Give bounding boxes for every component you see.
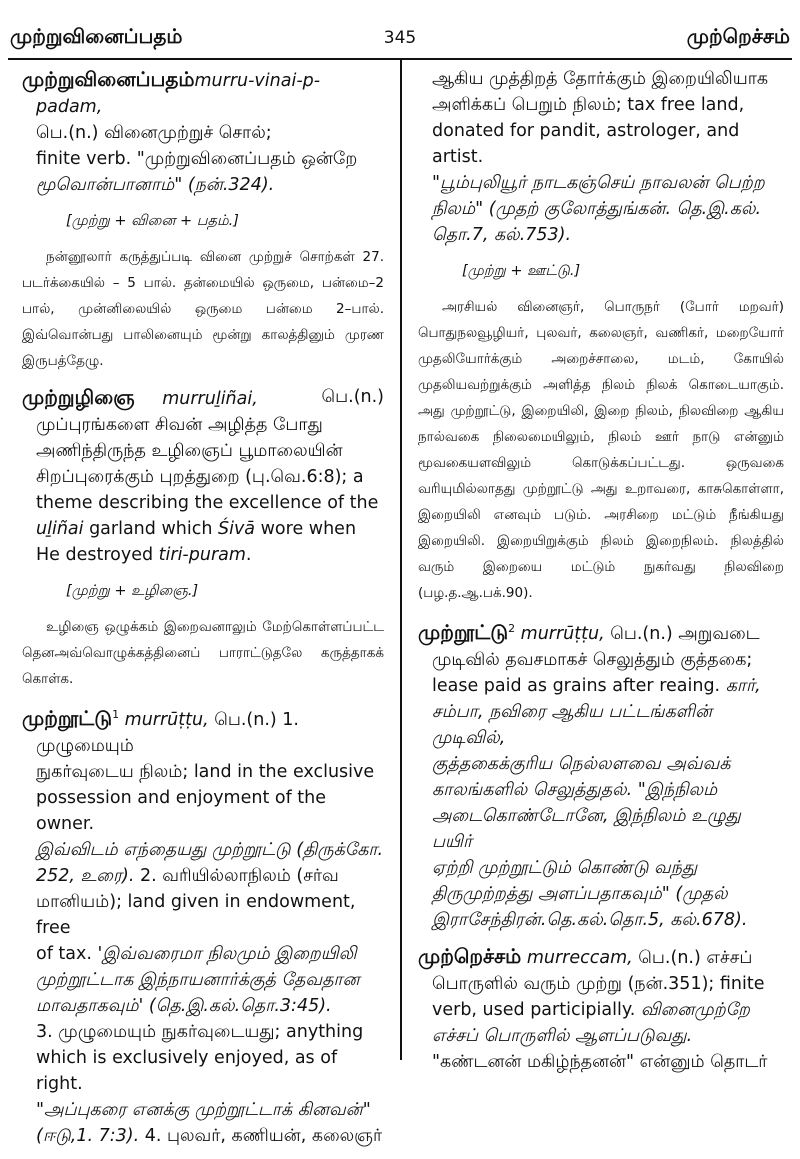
page-header — [8, 20, 792, 54]
text-run: lease paid as grains after reaing. — [432, 675, 726, 696]
header-left-guide-word: முற்றுவினைப்பதம் — [10, 24, 183, 48]
text-run: of tax. — [36, 943, 98, 964]
entry-murruttu-1-continued — [418, 66, 784, 606]
text-run: garland which — [83, 519, 218, 539]
headword: முற்றூட்டு — [418, 619, 509, 644]
transliteration: murru-vinai-p-padam, — [36, 71, 321, 117]
etymology: [முற்று + ஊட்டு.] — [462, 263, 581, 279]
definition-line: முப்புரங்களை சிவன் அழித்த போது — [36, 415, 323, 435]
entry-murruttu-1 — [22, 702, 384, 1149]
etymology: [முற்று + உழிஞை.] — [66, 583, 199, 599]
italic-term: Śivā — [217, 519, 256, 539]
citation-line: மாவதாகவும்' (தெ.இ.கல்.தொ.3:45). — [36, 995, 332, 1016]
page-number: 345 — [383, 28, 417, 48]
definition-line — [22, 863, 384, 889]
definition-line — [418, 673, 784, 699]
citation-line: முற்றூட்டாக இந்நாயனார்க்குத் தேவதான — [36, 969, 360, 990]
transliteration: murrūṭṭu, — [124, 709, 209, 730]
headword: முற்றுவினைப்பதம் — [22, 67, 195, 91]
italic-term: uḻiñai — [36, 519, 84, 539]
italic-term: tiri-puram — [158, 545, 246, 565]
definition-line: மானியம்); land given in endowment, free — [36, 891, 356, 938]
definition-line: பொருளில் வரும் முற்று (நன்.351); finite — [432, 973, 765, 994]
citation-line: ஏற்றி முற்றூட்டும் கொண்டு வந்து — [432, 857, 698, 878]
citation-run: 252, உரை). — [36, 865, 135, 886]
citation-line: குத்தகைக்குரிய நெல்லளவை அவ்வக் — [432, 753, 731, 774]
entry-first-line — [418, 616, 784, 647]
citation-line: மூவொன்பானாம்" (நன்.324). — [36, 175, 275, 195]
transliteration: murruḻiñai, — [162, 389, 258, 409]
usage-note: உழிஞை ஒழுக்கம் இறைவனாலும் மேற்கொள்ளப்பட்ட தெனஅவ்வொழுக்கத்தினைப் பாராட்டுதலே கருத்தாகக் கொள்க. — [22, 619, 384, 687]
transliteration: murrūṭṭu, — [520, 623, 605, 644]
entry-murreccam — [418, 943, 784, 1075]
definition-line: ஆகிய முத்திறத் தோர்க்கும் இறையிலியாக — [432, 69, 769, 89]
definition-line — [418, 997, 784, 1023]
headword: முற்றெச்சம் — [418, 943, 522, 968]
text-run: . — [245, 545, 252, 565]
citation-line: அடைகொண்டோனே, இந்நிலம் உழுது பயிர் — [432, 805, 741, 852]
citation-line: இவ்விடம் எந்தையது முற்றூட்டு (திருக்கோ. — [36, 839, 384, 860]
part-of-speech: பெ.(n.) — [321, 387, 384, 407]
text-run: verb, used participially. — [432, 999, 641, 1020]
citation-line: சம்பா, நவிரை ஆகிய பட்டங்களின் முடிவில், — [432, 701, 713, 748]
definition-line: which is exclusively enjoyed, as of right. — [36, 1047, 338, 1094]
definition-line: finite verb. "முற்றுவினைப்பதம் ஒன்றே — [36, 149, 358, 169]
headword: முற்றூட்டு — [22, 705, 113, 730]
entry-murruttu-2 — [418, 616, 784, 933]
header-right-guide-word: முற்றெச்சம் — [686, 24, 790, 48]
definition-line — [22, 516, 384, 542]
text-run: He destroyed — [36, 545, 159, 565]
citation-line: காலங்களில் செலுத்துதல். "இந்நிலம் — [432, 779, 718, 800]
entry-first-line — [22, 702, 384, 759]
definition-line: முடிவில் தவசமாகச் செலுத்தும் குத்தகை; — [432, 649, 753, 670]
definition-start: பெ.(n.) அறுவடை — [610, 623, 760, 644]
entry-murruzhinai — [22, 384, 384, 692]
citation-line: நிலம்" (முதற் குலோத்துங்கன். தெ.இ.கல். — [432, 199, 762, 219]
definition-line — [22, 941, 384, 967]
entry-first-line — [418, 943, 784, 971]
citation-line: இராசேந்திரன்.தெ.கல்.தொ.5, கல்.678). — [432, 909, 748, 930]
definition-line: சிறப்புரைக்கும் புறத்துறை (பு.வெ.6:8); a — [36, 467, 364, 487]
text-run: 4. புலவர், கணியன், கலைஞர் — [139, 1125, 383, 1146]
text-run: wore when — [255, 519, 357, 539]
entry-first-line — [22, 384, 384, 412]
definition-line: அணிந்திருந்த உழிஞைப் பூமாலையின் — [36, 441, 343, 461]
transliteration: murreccam, — [526, 947, 633, 968]
homonym-number: 2 — [508, 622, 516, 635]
citation-line: எச்சப் பொருளில் ஆளப்படுவது. — [432, 1025, 693, 1046]
citation-line: "பூம்புலியூர் நாடகஞ்செய் நாவலன் பெற்ற — [432, 173, 765, 193]
etymology: [முற்று + வினை + பதம்.] — [66, 213, 239, 229]
homonym-number: 1 — [112, 708, 120, 721]
citation-run: கார், — [725, 675, 761, 696]
definition-line: possession and enjoyment of the owner. — [36, 787, 327, 834]
definition-line: 3. முழுமையும் நுகர்வுடையது; anything — [36, 1021, 364, 1042]
definition-line: theme describing the excellence of the — [36, 493, 379, 513]
left-column — [22, 66, 384, 1159]
definition-line: அளிக்கப் பெறும் நிலம்; tax free land, — [432, 95, 745, 115]
citation-run: 'இவ்வரைமா நிலமும் இறையிலி — [97, 943, 357, 964]
citation-line: "அப்புகரை எனக்கு முற்றூட்டாக் கினவன்" — [36, 1099, 371, 1120]
usage-note: நன்னூலார் கருத்துப்படி வினை முற்றுச் சொற்கள் 27. படர்க்கையில் – 5 பால். தன்மையில் ஒருமை, பன்மை–2 பால், முன்னிலையில் ஒருமை பன்மை 2–பால். இவ்வொன்பது பாலினையும் மூன்று காலத்தினும் முரண இருபத்தேழு. — [22, 249, 384, 369]
citation-run: (ஈடு,1. 7:3). — [36, 1125, 140, 1146]
column-divider — [400, 60, 402, 1060]
text-run: 2. வரியில்லாநிலம் (சர்வ — [134, 865, 339, 886]
definition-start: பெ.(n.) எச்சப் — [638, 947, 753, 968]
definition-line — [22, 542, 384, 568]
definition-line: நுகர்வுடைய நிலம்; land in the exclusive — [36, 761, 375, 782]
citation-line: தொ.7, கல்.753). — [432, 225, 572, 245]
definition-line — [22, 1123, 384, 1149]
headword: முற்றுழிஞை — [22, 385, 135, 409]
right-column — [418, 66, 784, 1085]
entry-murruvinaippatam — [22, 66, 384, 374]
definition-line: donated for pandit, astrologer, and artist. — [432, 121, 740, 167]
citation-line: திருமுற்றத்து அளப்பதாகவும்" (முதல் — [432, 883, 728, 904]
definition-line: பெ.(n.) வினைமுற்றுச் சொல்; — [36, 123, 272, 143]
definition-start: பெ.(n.) 1. முழுமையும் — [36, 709, 299, 756]
entry-first-line — [22, 66, 384, 120]
citation-run: வினைமுற்றே — [640, 999, 750, 1020]
usage-note: அரசியல் வினைஞர், பொருநர் (போர் மறவர்) பொதுநலவூழியர், புலவர், கலைஞர், வணிகர், மறையோர் முதலியோர்க்கும் அறைச்சாலை, மடம், கோயில் முதலியவற்றுக்கும் அளித்த நிலம் நிலக் கொடையாகும். அது முற்றூட்டு, இறையிலி, இறை நிலம், நிலவிறை ஆகிய நால்வகை நிலைமையிலும், நிலம் ஊர் நாடு என்னும் மூவகையளவிலும் கொடுக்கப்பட்டது. ஒருவகை வரியுமில்லாதது முற்றூட்டு அது உறாவரை, காசுகொள்ளா, இறையிலி எனவும் படும். அரசிறை மட்டும் நீங்கியது இறையிலி. இறையிறுக்கும் நிலம் இறைநிலம். நிலத்தில் வரும் இறையை மட்டும் நுகர்வது நிலவிறை (பழ.த.ஆ.பக்.90). — [418, 299, 784, 601]
definition-line: "கண்டனன் மகிழ்ந்தனன்" என்னும் தொடர் — [432, 1051, 768, 1072]
